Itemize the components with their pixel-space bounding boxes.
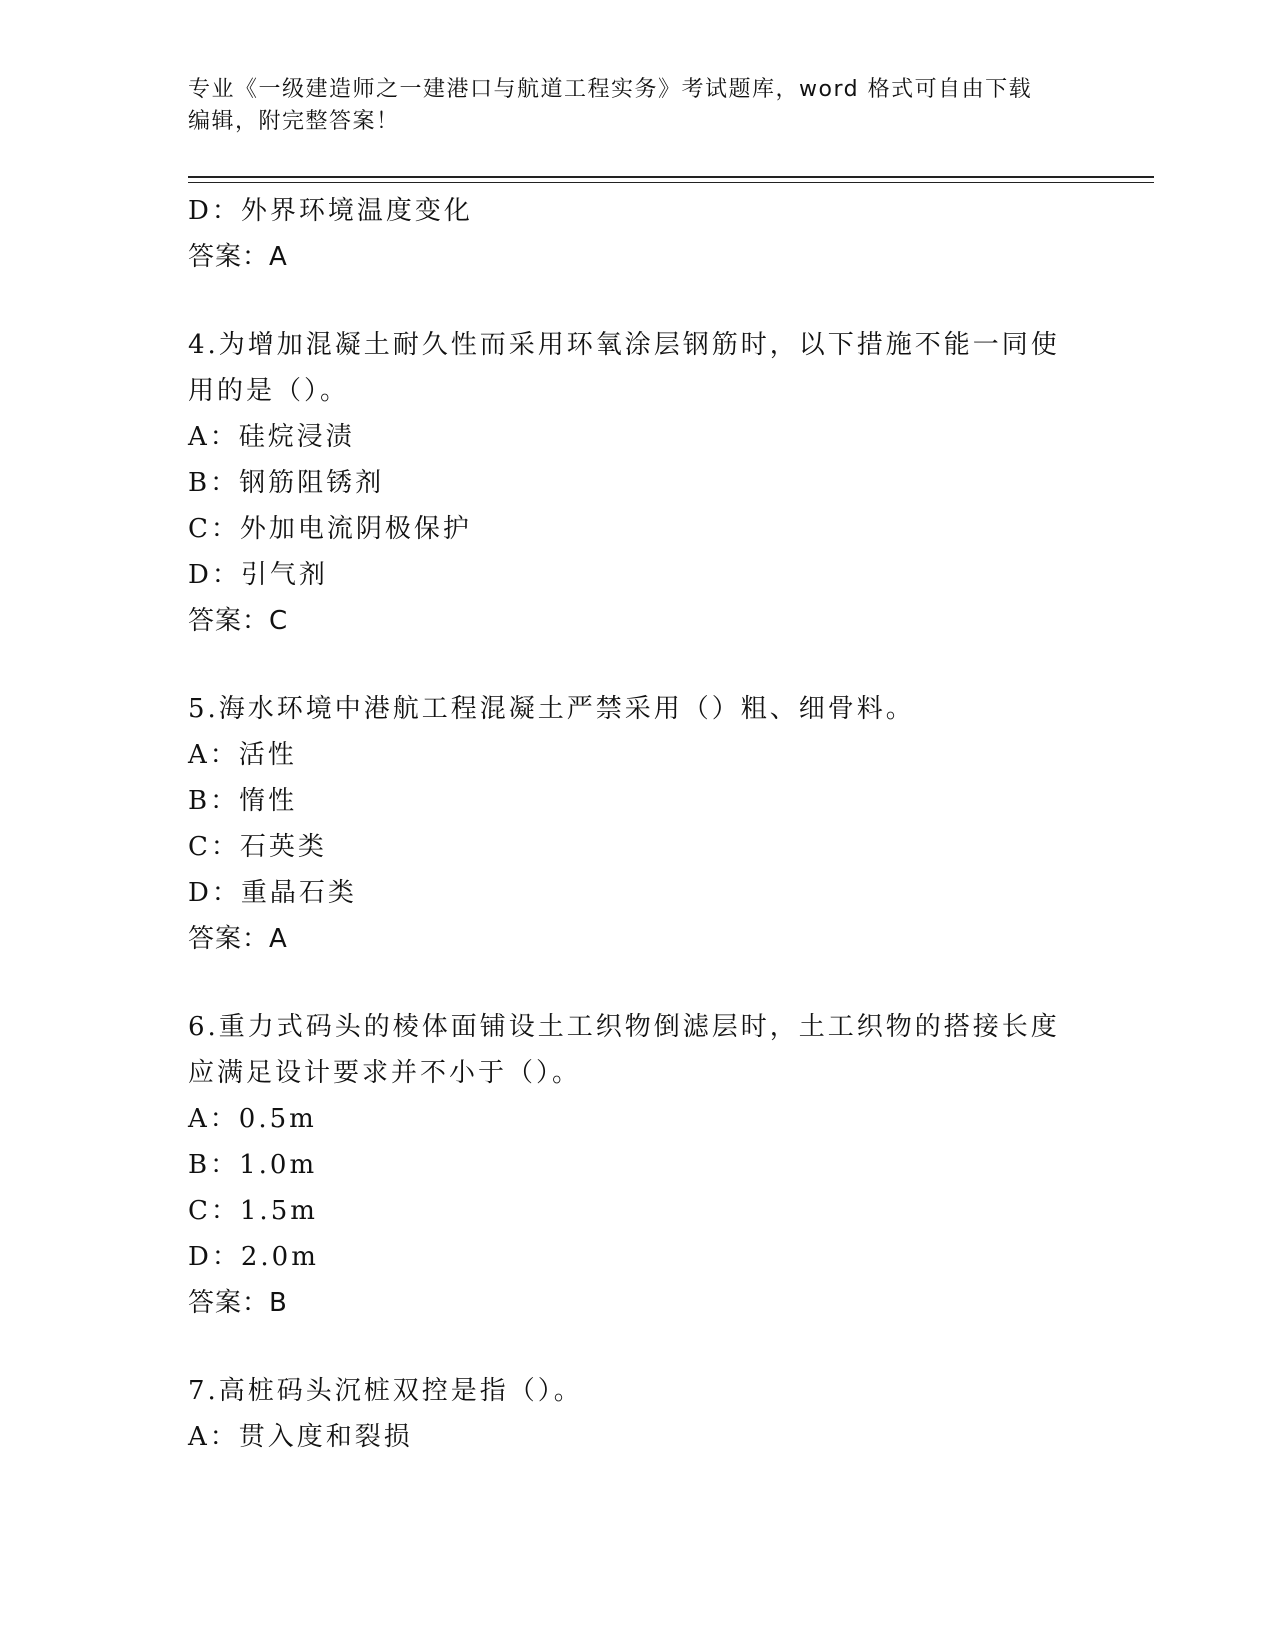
answer-line: 答案：C [188,606,289,636]
question-stem-line-1: 5.海水环境中港航工程混凝土严禁采用（）粗、细骨料。 [188,694,915,724]
option-a: A：硅烷浸渍 [188,422,355,452]
question-block [188,1004,1068,1326]
option-b: B：1.0m [188,1150,318,1180]
option-a: A：0.5m [188,1104,317,1134]
header-line-1: 专业《一级建造师之一建港口与航道工程实务》考试题库，word 格式可自由下载 [188,77,1033,102]
option-d: D：引气剂 [188,560,328,590]
option-a: A：活性 [188,740,297,770]
page-header [188,74,1068,138]
header-line-2: 编辑，附完整答案！ [188,109,400,134]
answer-line: 答案：A [188,924,288,954]
option-c: C：石英类 [188,832,327,862]
question-stem-line-1: 4.为增加混凝土耐久性而采用环氧涂层钢筋时，以下措施不能一同使 [188,330,1060,360]
question-stem-line-1: 7.高桩码头沉桩双控是指（）。 [188,1376,583,1406]
question-stem-line-2: 应满足设计要求并不小于（）。 [188,1058,582,1088]
option-b: B：钢筋阻锈剂 [188,468,385,498]
question-block [188,322,1068,644]
question-block [188,1368,1068,1460]
question-block [188,686,1068,962]
header-divider-thin [188,182,1154,183]
option-d: D：2.0m [188,1242,319,1272]
question-content [188,188,1068,1460]
option-d: D：外界环境温度变化 [188,196,473,226]
question-stem-line-2: 用的是（）。 [188,376,350,406]
answer-line: 答案：B [188,1288,288,1318]
option-c: C：外加电流阴极保护 [188,514,472,544]
option-d: D：重晶石类 [188,878,357,908]
answer-line: 答案：A [188,242,288,272]
carryover-block [188,188,1068,280]
question-stem-line-1: 6.重力式码头的棱体面铺设土工织物倒滤层时，土工织物的搭接长度 [188,1012,1060,1042]
option-c: C：1.5m [188,1196,318,1226]
header-divider-thick [188,176,1154,178]
option-a: A：贯入度和裂损 [188,1422,413,1452]
option-b: B：惰性 [188,786,298,816]
